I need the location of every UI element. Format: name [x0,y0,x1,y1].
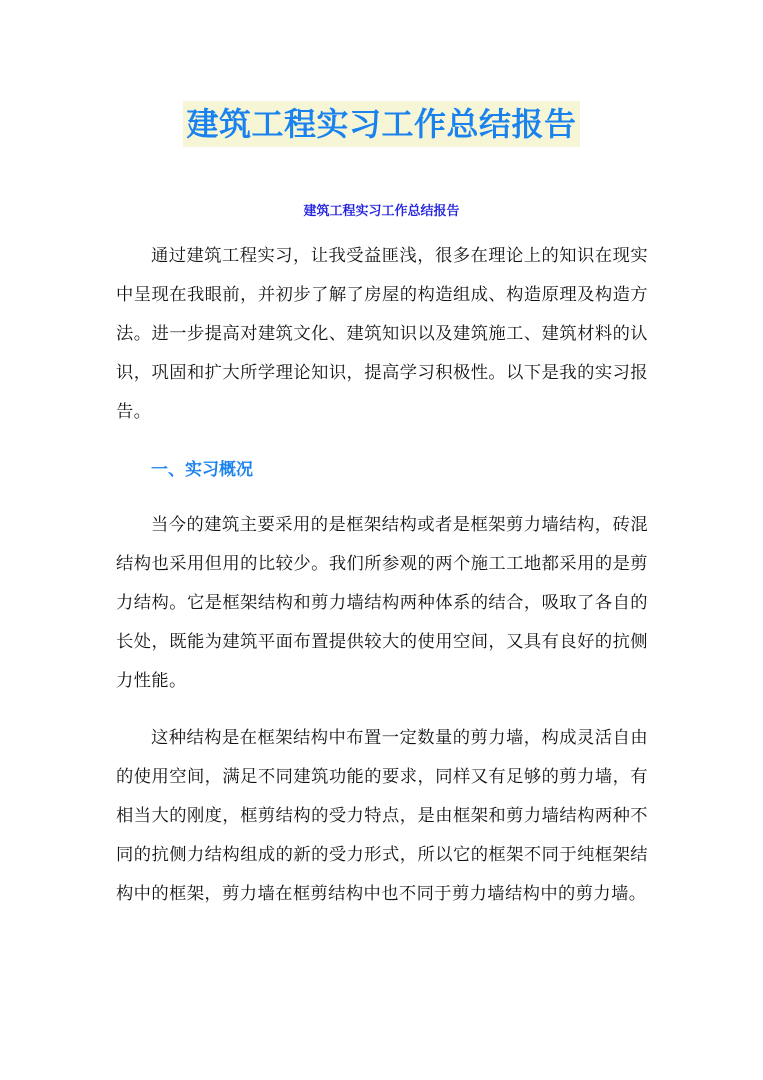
title-container [0,101,763,147]
intro-paragraph: 通过建筑工程实习，让我受益匪浅，很多在理论上的知识在现实中呈现在我眼前，并初步了解了房屋的构造组成、构造原理及构造方法。进一步提高对建筑文化、建筑知识以及建筑施工、建筑材料的认识，巩固和扩大所学理论知识，提高学习积极性。以下是我的实习报告。 [116,246,648,422]
body-paragraph: 这种结构是在框架结构中布置一定数量的剪力墙，构成灵活自由的使用空间，满足不同建筑功能的要求，同样又有足够的剪力墙，有相当大的刚度，框剪结构的受力特点，是由框架和剪力墙结构两种不同的抗侧力结构组成的新的受力形式，所以它的框架不同于纯框架结构中的框架，剪力墙在框剪结构中也不同于剪力墙结构中的剪力墙。 [116,728,648,904]
document-title: 建筑工程实习工作总结报告 [183,101,579,147]
section-heading-overview: 一、实习概况 [151,460,253,480]
body-paragraph: 当今的建筑主要采用的是框架结构或者是框架剪力墙结构，砖混结构也采用但用的比较少。我们所参观的两个施工工地都采用的是剪力结构。它是框架结构和剪力墙结构两种体系的结合，吸取了各自的长处，既能为建筑平面布置提供较大的使用空间，又具有良好的抗侧力性能。 [116,515,648,691]
document-subtitle: 建筑工程实习工作总结报告 [303,204,460,219]
